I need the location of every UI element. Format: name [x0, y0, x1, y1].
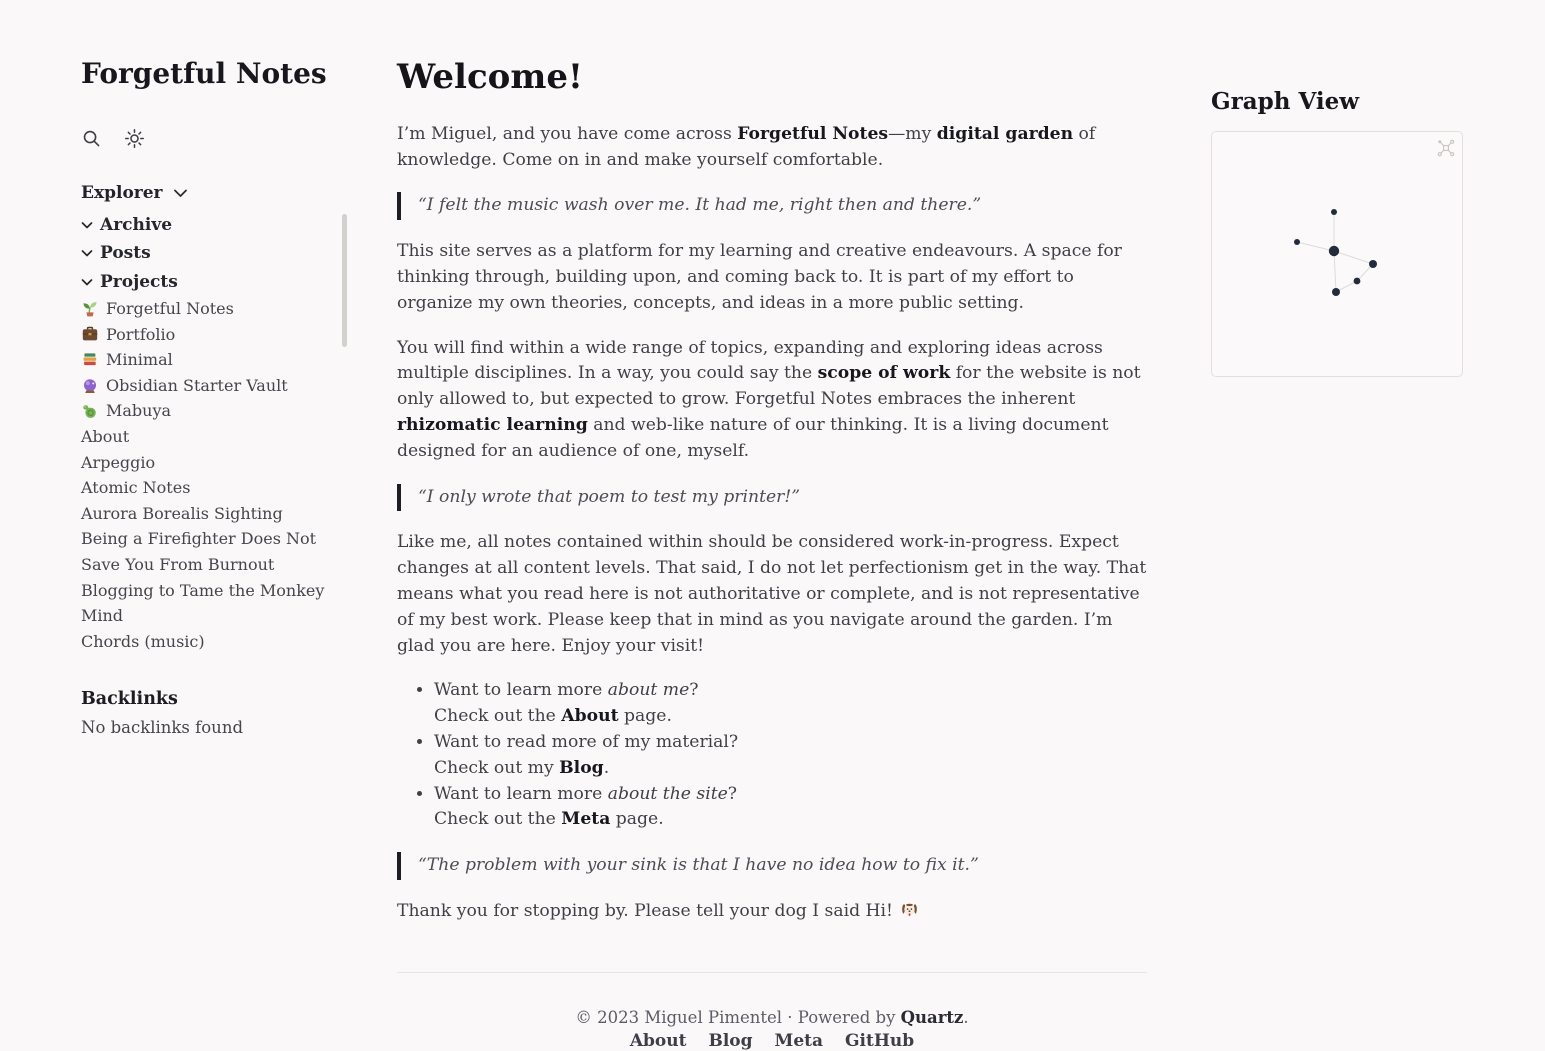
sidebar-item-blogging-monkey-mind[interactable]: Blogging to Tame the Monkey Mind: [81, 580, 325, 626]
chevron-down-icon: [81, 239, 93, 268]
list-item-about: • Want to learn more about me? Check out the About page.: [434, 678, 1147, 730]
sidebar-item-minimal[interactable]: Minimal: [81, 347, 333, 373]
backlinks-panel: [81, 689, 333, 737]
explorer-section-posts[interactable]: Posts: [81, 239, 333, 268]
graph-view-title: Graph View: [1211, 88, 1360, 115]
graph-node[interactable]: [1354, 278, 1361, 285]
sidebar-item-forgetful-notes[interactable]: Forgetful Notes: [81, 296, 333, 322]
left-sidebar: [81, 57, 333, 737]
dog-face-icon: [900, 900, 919, 919]
explorer-scrollbar[interactable]: [342, 214, 347, 347]
quote-music: “I felt the music wash over me. It had me, right then and there.”: [397, 192, 1147, 220]
chevron-down-icon: [81, 211, 93, 240]
list-item-blog: • Want to read more of my material? Check out my Blog.: [434, 730, 1147, 782]
thanks-paragraph: Thank you for stopping by. Please tell your dog I said Hi!: [397, 899, 1147, 925]
theme-toggle-button[interactable]: [123, 127, 146, 153]
graph-node[interactable]: [1331, 209, 1337, 215]
graph-node[interactable]: [1332, 288, 1340, 296]
search-icon: [81, 128, 102, 152]
site-title[interactable]: Forgetful Notes: [81, 57, 327, 90]
footer-link-meta[interactable]: Meta: [774, 1030, 824, 1051]
sidebar-item-chords-music[interactable]: Chords (music): [81, 631, 205, 651]
inline-link[interactable]: About: [561, 706, 619, 727]
sidebar-toolbar: [81, 127, 333, 153]
sidebar-item-being-a-firefighter[interactable]: Being a Firefighter Does Not Save You From Burnout: [81, 529, 317, 575]
footer-link-github[interactable]: GitHub: [845, 1030, 915, 1051]
chevron-down-icon: [81, 268, 93, 297]
list-item-meta: • Want to learn more about the site? Check out the Meta page.: [434, 782, 1147, 834]
inline-link[interactable]: Meta: [561, 809, 611, 830]
sidebar-item-portfolio[interactable]: Portfolio: [81, 322, 333, 348]
explorer-label: Explorer: [81, 182, 163, 203]
sidebar-item-aurora-borealis-sighting[interactable]: Aurora Borealis Sighting: [81, 503, 283, 523]
right-sidebar: [1211, 88, 1464, 377]
sidebar-item-about[interactable]: About: [81, 427, 130, 447]
snake-icon: [81, 402, 99, 420]
inline-link[interactable]: Blog: [559, 757, 604, 778]
sidebar-item-atomic-notes[interactable]: Atomic Notes: [81, 478, 191, 498]
crystal-ball-icon: [81, 377, 99, 395]
inline-link[interactable]: scope of work: [817, 363, 951, 384]
footer-nav: [397, 1031, 1147, 1051]
briefcase-icon: [81, 325, 99, 343]
backlinks-empty-message: No backlinks found: [81, 718, 244, 738]
books-icon: [81, 351, 99, 369]
sidebar-item-mabuya[interactable]: Mabuya: [81, 398, 333, 424]
graph-view-canvas[interactable]: [1212, 132, 1462, 376]
search-button[interactable]: [81, 128, 102, 152]
backlinks-title: Backlinks: [81, 689, 178, 710]
sun-icon: [123, 127, 146, 153]
chevron-down-icon: [173, 183, 188, 203]
footer-link-blog[interactable]: Blog: [708, 1030, 753, 1051]
footer-link-about[interactable]: About: [629, 1030, 687, 1051]
graph-view-panel: [1211, 131, 1463, 377]
inline-link[interactable]: Quartz: [900, 1007, 964, 1027]
intro-paragraph: I’m Miguel, and you have come across Forgetful Notes—my digital garden of knowledge. Come on in and make yourself comfortable.: [397, 123, 1096, 170]
page-title: Welcome!: [397, 57, 583, 97]
quote-printer: “I only wrote that poem to test my printer!”: [397, 484, 1147, 512]
footer-divider: [397, 972, 1147, 973]
platform-paragraph: This site serves as a platform for my learning and creative endeavours. A space for thinking through, building upon, and coming back to. It is part of my effort to organize my own theories, concepts, and ideas in a more public setting.: [397, 241, 1122, 313]
graph-node[interactable]: [1369, 260, 1377, 268]
global-graph-icon[interactable]: [1436, 138, 1456, 158]
sidebar-item-obsidian-starter-vault[interactable]: Obsidian Starter Vault: [81, 373, 333, 399]
wip-paragraph: Like me, all notes contained within should be considered work-in-progress. Expect changes at all content levels. That said, I do not let perfectionism get in the way. That means what you read here is not authoritative or complete, and is not representative of my best work. Please keep that in mind as you navigate around the garden. I’m glad you are here. Enjoy your visit!: [397, 532, 1147, 656]
sidebar-item-arpeggio[interactable]: Arpeggio: [81, 452, 156, 472]
topics-paragraph: You will find within a wide range of topics, expanding and exploring ideas across multiple disciplines. In a way, you could say the scope of work for the website is not only allowed to, but expected to grow. Forgetful Notes embraces the inherent rhizomatic learning and web-like nature of our thinking. It is a living document designed for an audience of one, myself.: [397, 337, 1141, 461]
explorer-tree: [81, 211, 333, 655]
inline-link[interactable]: rhizomatic learning: [397, 414, 588, 435]
footer-copyright: © 2023 Miguel Pimentel · Powered by Quartz.: [575, 1007, 969, 1027]
quote-sink: “The problem with your sink is that I have no idea how to fix it.”: [397, 852, 1147, 880]
seedling-icon: [81, 300, 99, 318]
explorer-section-projects[interactable]: Projects: [81, 268, 333, 297]
explorer-section-archive[interactable]: Archive: [81, 211, 333, 240]
links-list: [397, 678, 1147, 833]
inline-link[interactable]: Forgetful Notes: [737, 123, 889, 144]
inline-link[interactable]: digital garden: [936, 123, 1074, 144]
graph-node[interactable]: [1329, 246, 1339, 256]
article: [397, 57, 1147, 1051]
explorer-toggle[interactable]: [81, 183, 333, 203]
graph-node[interactable]: [1294, 239, 1300, 245]
